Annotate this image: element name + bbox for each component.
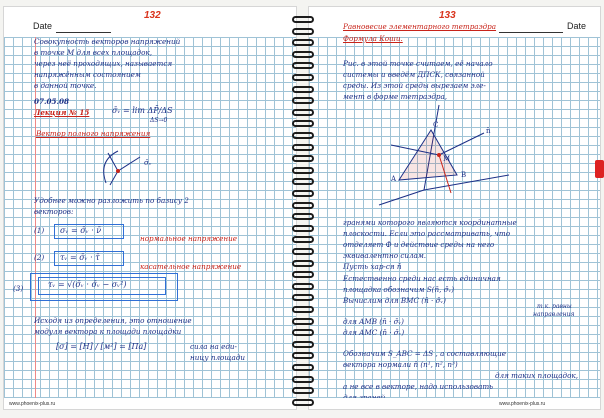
- spiral-ring: [292, 144, 314, 151]
- spiral-ring: [292, 364, 314, 371]
- spiral-ring: [292, 39, 314, 46]
- hw-line: Совокупность векторов напряжений: [34, 37, 181, 46]
- diagram-label-a: A: [391, 175, 397, 183]
- spiral-ring: [292, 236, 314, 243]
- hw-line: ницу площади: [190, 353, 246, 362]
- units-equation: [σ] = [H] / [м²] = [Па]: [56, 342, 147, 351]
- spiral-ring: [292, 74, 314, 81]
- spiral-ring: [292, 352, 314, 359]
- spiral-ring: [292, 120, 314, 127]
- spiral-ring: [292, 225, 314, 232]
- spiral-ring: [292, 190, 314, 197]
- hw-line: напряжённым состоянием: [34, 70, 141, 79]
- left-notebook-page: [3, 6, 297, 410]
- hw-line: для AMB (n̄ · σ̄ᵥ): [343, 317, 404, 326]
- spiral-ring: [292, 387, 314, 394]
- hw-line: Естественно среди нас есть единичная: [343, 274, 501, 283]
- equation-normal: σᵥ = σ̄ᵥ · ν̄: [60, 226, 102, 235]
- spiral-binding: [292, 10, 314, 410]
- diagram-label-n: n̄: [486, 127, 491, 135]
- stress-vector-sketch: [88, 143, 178, 193]
- equation-number: (2): [34, 253, 45, 262]
- equation-tangent: τᵥ = σ̄ᵥ · τ̄: [60, 253, 100, 262]
- right-date-label: Date: [567, 21, 587, 31]
- spiral-ring: [292, 97, 314, 104]
- spiral-ring: [292, 329, 314, 336]
- normal-stress-label: нормальное напряжение: [140, 234, 238, 243]
- spiral-ring: [292, 51, 314, 58]
- spiral-ring: [292, 213, 314, 220]
- spiral-ring: [292, 109, 314, 116]
- left-margin-line: [35, 37, 36, 398]
- left-page-footer: www.phoenix-plus.ru: [4, 398, 296, 409]
- diagram-label-m: M: [443, 155, 451, 163]
- hw-line: вектора нормали n̄ (n¹, n², n³): [343, 360, 458, 369]
- left-date-underline: [56, 32, 111, 33]
- spiral-ring: [292, 376, 314, 383]
- limit-formula-sub: ΔS→0: [150, 117, 168, 124]
- right-page-number: 133: [439, 10, 456, 21]
- spiral-ring: [292, 306, 314, 313]
- spiral-ring: [292, 294, 314, 301]
- hw-line: для AMC (n̄ · σ̄ᵥ): [343, 328, 405, 337]
- bookmark-tab: [595, 160, 604, 178]
- hw-line: Исходя из определения, это отношение: [34, 316, 192, 325]
- equation-modulus: τᵥ = √(σ̄ᵥ · σ̄ᵥ − σᵥ²): [48, 280, 127, 289]
- spiral-ring: [292, 62, 314, 69]
- spiral-ring: [292, 341, 314, 348]
- spiral-ring: [292, 86, 314, 93]
- spiral-ring: [292, 155, 314, 162]
- hw-line: Вычислим для BMC (n̄ · σ̄ᵥ): [343, 296, 446, 305]
- diagram-label-c: C: [433, 121, 439, 129]
- hw-note: т.к. равны: [537, 303, 572, 310]
- spiral-ring: [292, 132, 314, 139]
- spiral-ring: [292, 178, 314, 185]
- hw-line: Пусть хар-ся n̄: [343, 262, 402, 271]
- hw-line: эквивалентно силам.: [343, 251, 427, 260]
- tangent-stress-label: касательное напряжение: [140, 262, 242, 271]
- spiral-ring: [292, 271, 314, 278]
- vector-heading: Вектор полного напряжения: [36, 129, 151, 138]
- left-date-label: Date: [33, 21, 53, 31]
- spiral-ring: [292, 318, 314, 325]
- right-title: Формула Коши.: [343, 34, 403, 43]
- spiral-ring: [292, 399, 314, 406]
- limit-formula: σ̄ᵥ = lim ΔP̄/ΔS: [112, 106, 173, 115]
- diagram-label-b: B: [461, 171, 467, 179]
- spiral-ring: [292, 202, 314, 209]
- hw-line: Удобнее можно разложить по базису 2: [34, 196, 189, 205]
- hw-line: среды. Из этой среды вырезаем эле-: [343, 81, 486, 90]
- spiral-ring: [292, 16, 314, 23]
- hw-line: модуля вектора к площади площадки: [34, 327, 182, 336]
- hw-line: в данной точке.: [34, 81, 97, 90]
- equation-number: (1): [34, 226, 45, 235]
- hw-line: векторов:: [34, 207, 74, 216]
- hw-line: сила на еди-: [190, 342, 237, 351]
- spiral-ring: [292, 28, 314, 35]
- spiral-ring: [292, 167, 314, 174]
- hw-line: Обозначим S_ABC = ΔS , а составляющие: [343, 349, 507, 358]
- spiral-ring: [292, 260, 314, 267]
- spiral-ring: [292, 283, 314, 290]
- hw-line: системы и введём ДПСК, связанной: [343, 70, 485, 79]
- tetrahedron-diagram: [369, 95, 539, 215]
- hw-line: для таких площадок,: [495, 371, 579, 380]
- right-date-underline: [499, 32, 563, 33]
- written-date: 07.05.08: [34, 97, 70, 106]
- hw-line: гранями которого являются координатные: [343, 218, 517, 227]
- hw-line: площадка обозначим S(n̄, σ̄ᵥ): [343, 285, 455, 294]
- right-page-footer: www.phoenix-plus.ru: [309, 398, 600, 409]
- equation-number: (3): [13, 284, 24, 293]
- lecture-heading: Лекция № 15: [34, 108, 90, 117]
- hw-line: отделяет Ф и действие среды на него: [343, 240, 495, 249]
- hw-line: через неё проходящих, называется: [34, 59, 173, 68]
- hw-line: плоскости. Если это рассматривать, что: [343, 229, 511, 238]
- hw-line: а не все в векторе, надо использовать: [343, 382, 494, 391]
- right-notebook-page: [308, 6, 601, 410]
- right-title: Равновесие элементарного тетраэдра: [343, 22, 497, 31]
- hw-line: мент в форме тетраэдра,: [343, 92, 448, 101]
- hw-line: в точке M для всех площадок,: [34, 48, 153, 57]
- left-page-number: 132: [144, 10, 161, 21]
- hw-line: Рис. в этой точке считаем, её начало: [343, 59, 493, 68]
- left-page-header: [4, 7, 296, 37]
- hw-note: направления: [533, 311, 575, 318]
- svg-text:σ̄ᵥ: σ̄ᵥ: [144, 159, 152, 167]
- spiral-ring: [292, 248, 314, 255]
